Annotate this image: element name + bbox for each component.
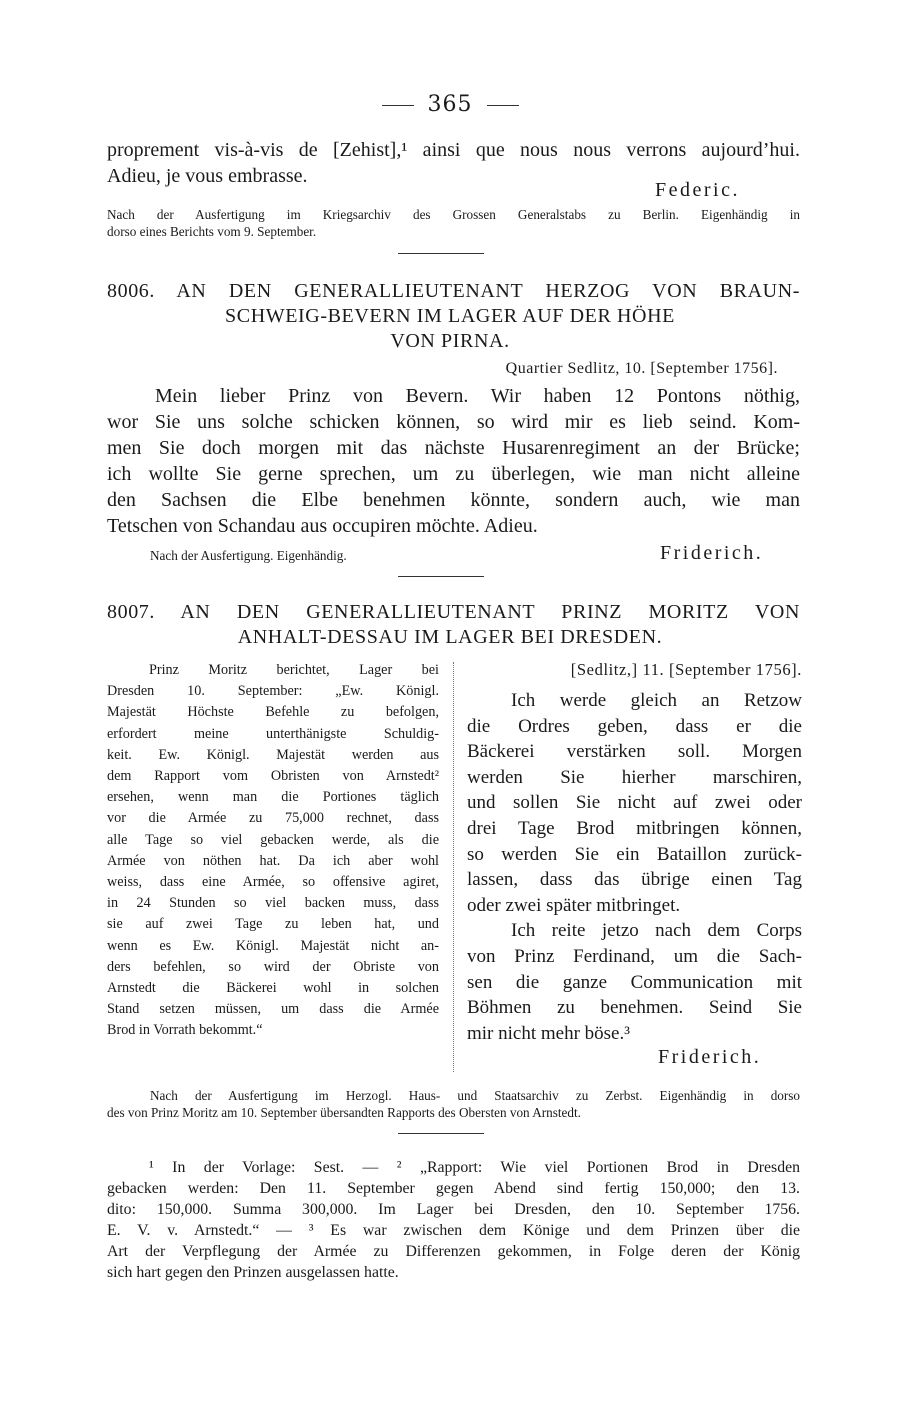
letter-8007-signature: Friderich. [658,1046,762,1068]
letter-8007-heading-line-1: 8007. AN DEN GENERALLIEUTENANT PRINZ MORITZ VON [107,601,800,623]
column-separator [453,662,454,1072]
letter-8006-source-note: Nach der Ausfertigung. Eigenhändig. [150,548,347,563]
report-line: sie auf zwei Tage zu leben hat, und [107,916,439,933]
page-number-dash-right [487,105,519,106]
footnotes [107,1157,800,1283]
reply-line: und sollen Sie nicht auf zwei oder [467,792,802,814]
report-line: vor die Armée zu 75,000 rechnet, dass [107,810,439,827]
report-line: alle Tage so viel gebacken werde, als die [107,831,439,848]
page-number-text: 365 [427,92,473,117]
report-line: in 24 Stunden so viel backen muss, dass [107,895,439,912]
letter-8007-heading-line-2: ANHALT-DESSAU IM LAGER BEI DRESDEN. [237,626,663,648]
reply-line: mir nicht mehr böse.³ [467,1022,630,1044]
footnote-divider [398,1133,484,1134]
report-line: Stand setzen müssen, um dass die Armée [107,1001,439,1018]
footnote-line: gebacken werden: Den 11. September gegen Abend sind fertig 150,000; den 13. [107,1180,800,1197]
footnote-line: ¹ In der Vorlage: Sest. — ² „Rapport: Wie viel Portionen Brod in Dresden [149,1159,800,1176]
report-line: Majestät Höchste Befehle zu befolgen, [107,704,439,721]
footnote-line: Art der Verpflegung der Armée zu Differenzen gekommen, in Folge deren der König [107,1243,800,1260]
intro-source-note-line-2: dorso eines Berichts vom 9. September. [107,224,317,239]
page-number-dash-left [382,105,414,106]
reply-line: die Ordres geben, dass er die [467,715,802,737]
letter-8006-heading-line-3: VON PIRNA. [390,330,510,352]
intro-line-2: Adieu, je vous embrasse. [107,165,308,187]
report-line: weiss, dass eine Armée, so offensive agiret, [107,874,439,891]
reply-line: drei Tage Brod mitbringen können, [467,817,802,839]
section-divider-1 [398,253,484,254]
letter-8006-heading-line-1: 8006. AN DEN GENERALLIEUTENANT HERZOG VON BRAUN- [107,280,800,302]
report-line: ders befehlen, so wird der Obriste von [107,958,439,975]
reply-line: Ich reite jetzo nach dem Corps [511,920,802,942]
intro-source-note-line-1: Nach der Ausfertigung im Kriegsarchiv des Grossen Generalstabs zu Berlin. Eigenhändig in [107,207,800,222]
letter-8006-line-4: ich wollte Sie gerne sprechen, um zu überlegen, wie man nicht alleine [107,463,800,485]
reply-line: Bäckerei verstärken soll. Morgen [467,741,802,763]
report-line: Dresden 10. September: „Ew. Königl. [107,683,439,700]
report-line: dem Rapport vom Obristen von Arnstedt² [107,768,439,785]
letter-8007-reply [467,688,802,1046]
letter-8006-dateline: Quartier Sedlitz, 10. [September 1756]. [505,360,778,377]
report-line: Brod in Vorrath bekommt.“ [107,1022,263,1039]
letter-8006-heading-line-2: SCHWEIG-BEVERN IM LAGER AUF DER HÖHE [225,305,675,327]
letter-8006-line-3: men Sie doch morgen mit das nächste Husarenregiment an der Brücke; [107,437,800,459]
reply-line: Ich werde gleich an Retzow [511,690,802,711]
reply-line: werden Sie hierher marschiren, [467,766,802,788]
letter-8007-report-summary [107,660,439,1042]
section-divider-2 [398,576,484,577]
letter-8006-signature: Friderich. [660,542,764,564]
letter-8006-line-1: Mein lieber Prinz von Bevern. Wir haben 12 Pontons nöthig, [155,385,800,407]
letter-8006-line-6: Tetschen von Schandau aus occupiren möchte. Adieu. [107,515,538,537]
letter-8006-line-2: wor Sie uns solche schicken können, so wird mir es lieb seind. Kom- [107,411,800,433]
report-line: keit. Ew. Königl. Majestät werden aus [107,746,439,763]
footnote-line: E. V. v. Arnstedt.“ — ³ Es war zwischen dem Könige und dem Prinzen über die [107,1222,800,1239]
page-number [0,92,900,117]
report-line: Prinz Moritz berichtet, Lager bei [149,662,439,678]
reply-line: so werden Sie ein Bataillon zurück- [467,843,802,865]
intro-line-1: proprement vis-à-vis de [Zehist],¹ ainsi que nous nous verrons aujourd’hui. [107,139,800,161]
report-line: wenn es Ew. Königl. Majestät nicht an- [107,937,439,954]
letter-8006-line-5: den Sachsen die Elbe benehmen könnte, sondern auch, wie man [107,489,800,511]
report-line: erfordert meine unterthänigste Schuldig- [107,725,439,742]
reply-line: sen die ganze Communication mit [467,971,802,993]
report-line: Armée von nöthen hat. Da ich aber wohl [107,852,439,869]
footnote-line: sich hart gegen den Prinzen ausgelassen hatte. [107,1264,399,1281]
reply-line: oder zwei später mitbringet. [467,894,681,916]
letter-8007-source-note-line-2: des von Prinz Moritz am 10. September übersandten Rapports des Obersten von Arnstedt. [107,1105,581,1120]
reply-line: lassen, dass das übrige einen Tag [467,869,802,891]
report-line: Arnstedt die Bäckerei wohl in solchen [107,980,439,997]
report-line: ersehen, wenn man die Portiones täglich [107,789,439,806]
footnote-line: dito: 150,000. Summa 300,000. Im Lager bei Dresden, den 10. September 1756. [107,1201,800,1218]
letter-8007-source-note-line-1: Nach der Ausfertigung im Herzogl. Haus- und Staatsarchiv zu Zerbst. Eigenhändig in dorso [150,1088,800,1103]
letter-8007-dateline: [Sedlitz,] 11. [September 1756]. [570,660,802,679]
reply-line: Böhmen zu benehmen. Seind Sie [467,997,802,1019]
reply-line: von Prinz Ferdinand, um die Sach- [467,945,802,967]
intro-signature: Federic. [655,179,740,201]
